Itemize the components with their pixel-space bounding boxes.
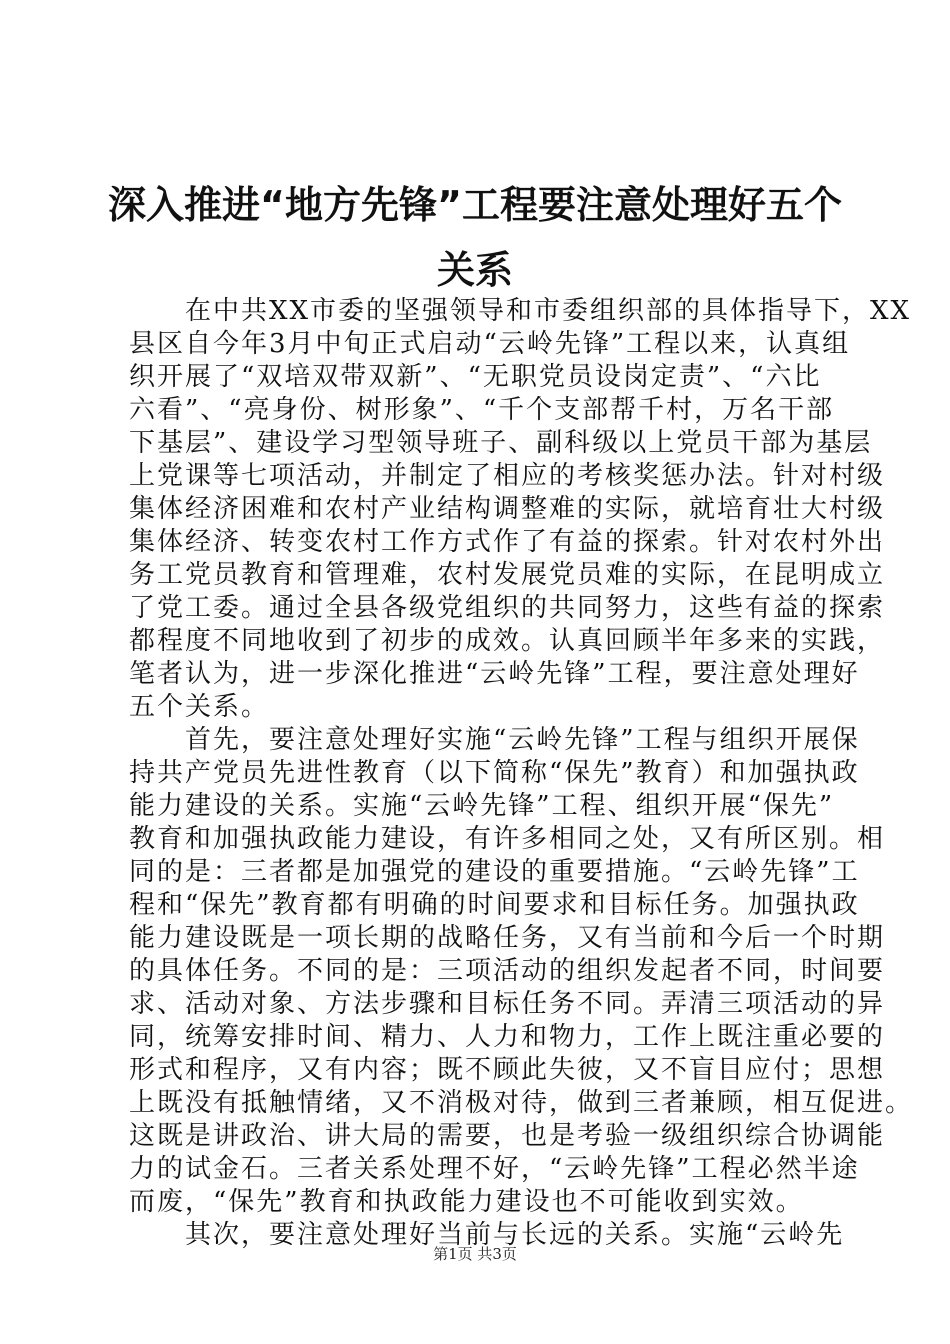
body-line: 上既没有抵触情绪，又不消极对待，做到三者兼顾，相互促进。 bbox=[129, 1088, 914, 1118]
body-line: 集体经济、转变农村工作方式作了有益的探索。针对农村外出 bbox=[129, 527, 886, 557]
body-line: 织开展了“双培双带双新”、“无职党员设岗定责”、“六比 bbox=[129, 362, 822, 392]
body-line: 同，统筹安排时间、精力、人力和物力，工作上既注重必要的 bbox=[129, 1022, 886, 1052]
body-line: 下基层”、建设学习型领导班子、副科级以上党员干部为基层 bbox=[129, 428, 873, 458]
body-line: 能力建设既是一项长期的战略任务，又有当前和今后一个时期 bbox=[129, 923, 886, 953]
body-line: 程和“保先”教育都有明确的时间要求和目标任务。加强执政 bbox=[129, 890, 860, 920]
document-title-line-2: 关系 bbox=[436, 248, 513, 293]
body-line: 六看”、“亮身份、树形象”、“千个支部帮千村，万名干部 bbox=[129, 395, 835, 425]
body-line: 同的是：三者都是加强党的建设的重要措施。“云岭先锋”工 bbox=[129, 857, 860, 887]
body-line: 力的试金石。三者关系处理不好，“云岭先锋”工程必然半途 bbox=[129, 1154, 860, 1184]
body-line: 都程度不同地收到了初步的成效。认真回顾半年多来的实践， bbox=[129, 626, 886, 656]
body-line: 教育和加强执政能力建设，有许多相同之处，又有所区别。相 bbox=[129, 824, 886, 854]
body-line: 在中共XX市委的坚强领导和市委组织部的具体指导下，XX bbox=[129, 296, 912, 326]
body-line: 县区自今年3月中旬正式启动“云岭先锋”工程以来，认真组 bbox=[129, 329, 851, 359]
body-line: 务工党员教育和管理难，农村发展党员难的实际，在昆明成立 bbox=[129, 560, 886, 590]
body-line: 集体经济困难和农村产业结构调整难的实际，就培育壮大村级 bbox=[129, 494, 886, 524]
body-line: 笔者认为，进一步深化推进“云岭先锋”工程，要注意处理好 bbox=[129, 659, 860, 689]
body-line: 持共产党员先进性教育（以下简称“保先”教育）和加强执政 bbox=[129, 758, 860, 788]
body-line: 形式和程序，又有内容；既不顾此失彼，又不盲目应付；思想 bbox=[129, 1055, 886, 1085]
document-title-line-1: 深入推进“地方先锋”工程要注意处理好五个 bbox=[108, 183, 842, 228]
page-footer: 第1页 共3页 bbox=[433, 1245, 517, 1263]
body-line: 上党课等七项活动，并制定了相应的考核奖惩办法。针对村级 bbox=[129, 461, 886, 491]
body-line: 这既是讲政治、讲大局的需要，也是考验一级组织综合协调能 bbox=[129, 1121, 886, 1151]
body-line: 求、活动对象、方法步骤和目标任务不同。弄清三项活动的异 bbox=[129, 989, 886, 1019]
body-line: 五个关系。 bbox=[129, 692, 270, 722]
body-line: 了党工委。通过全县各级党组织的共同努力，这些有益的探索 bbox=[129, 593, 886, 623]
body-line: 能力建设的关系。实施“云岭先锋”工程、组织开展“保先” bbox=[129, 791, 835, 821]
body-line: 首先，要注意处理好实施“云岭先锋”工程与组织开展保 bbox=[129, 725, 860, 755]
body-line: 其次，要注意处理好当前与长远的关系。实施“云岭先 bbox=[129, 1220, 845, 1250]
body-line: 的具体任务。不同的是：三项活动的组织发起者不同，时间要 bbox=[129, 956, 886, 986]
body-line: 而废，“保先”教育和执政能力建设也不可能收到实效。 bbox=[129, 1187, 804, 1217]
